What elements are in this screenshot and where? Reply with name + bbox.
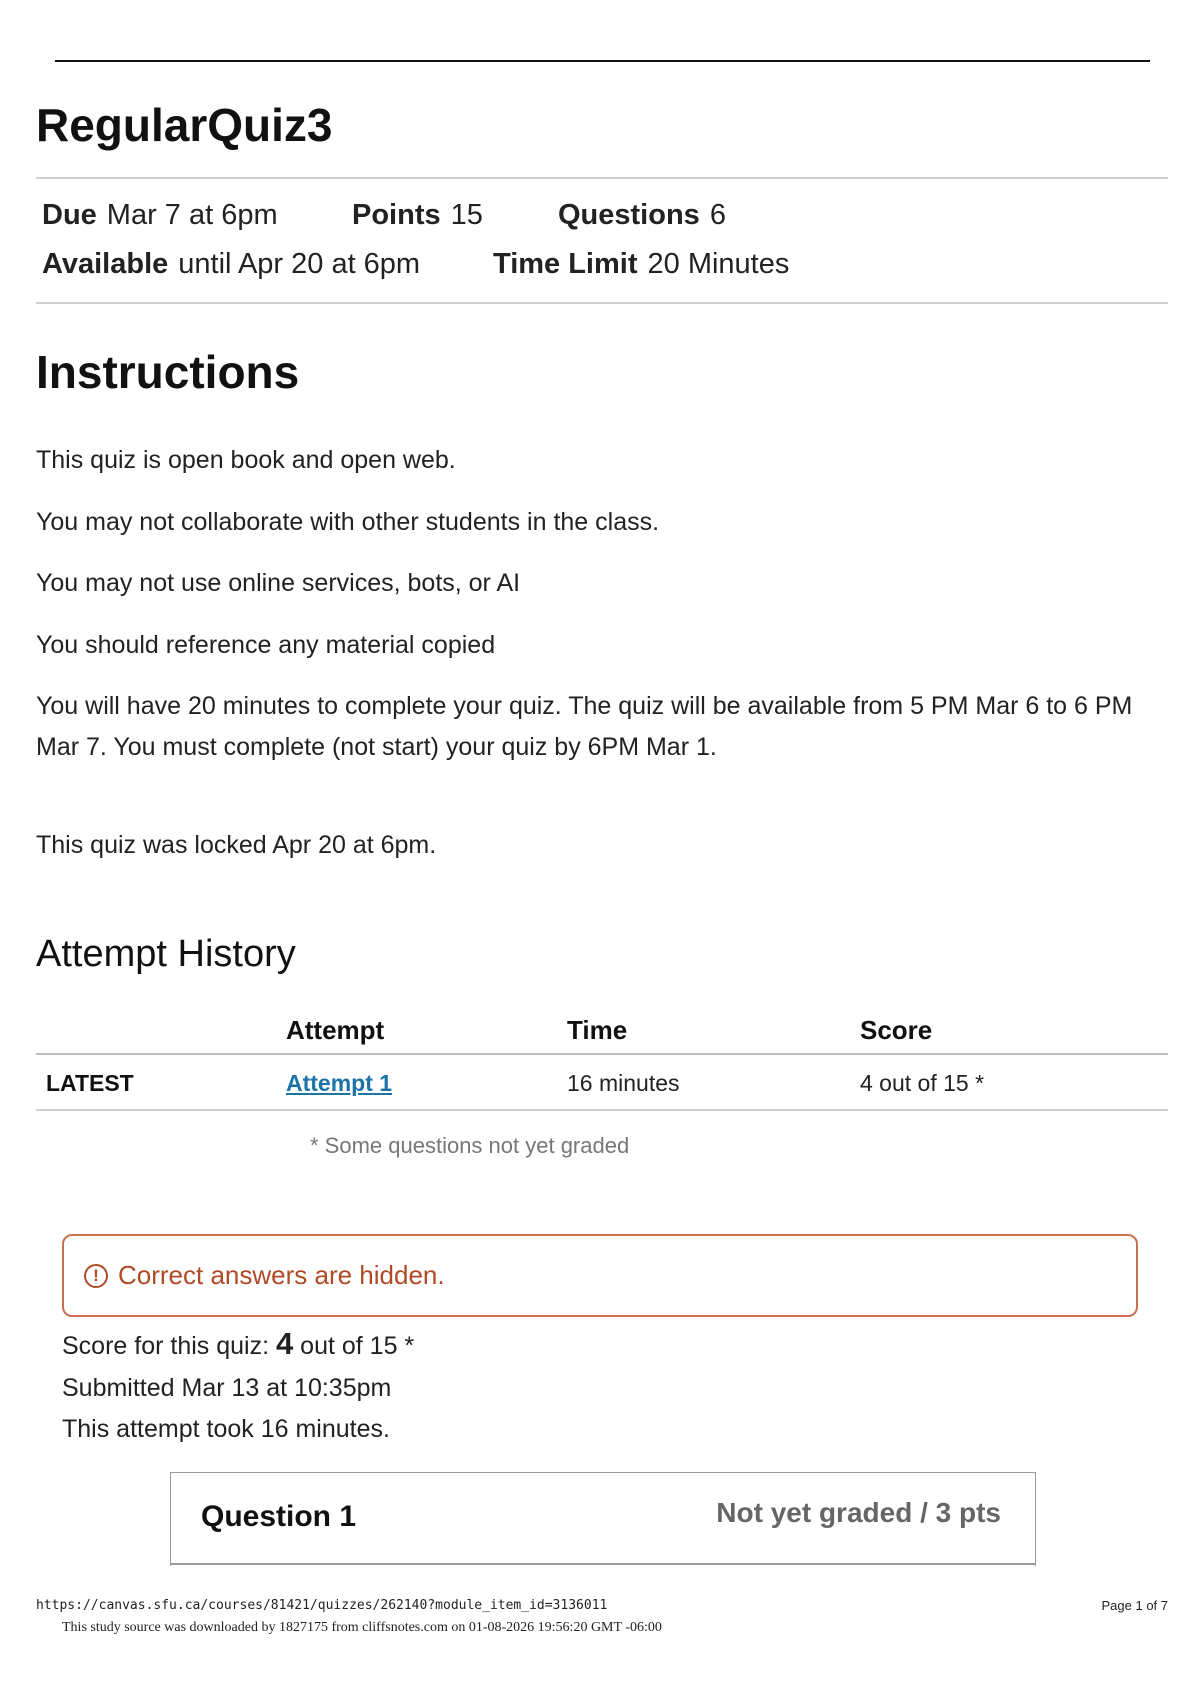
attempt-history-heading: Attempt History [36,933,296,975]
table-row-divider [36,1109,1168,1111]
questions-info [558,199,726,232]
questions-value: 6 [709,199,726,231]
attempt-duration: This attempt took 16 minutes. [62,1415,390,1443]
questions-label: Questions [558,199,700,231]
points-value: 15 [450,199,483,231]
score-suffix: out of 15 * [293,1332,415,1360]
question-title: Question 1 [201,1500,357,1533]
download-source-note: This study source was downloaded by 1827175 from cliffsnotes.com on 01-08-2026 19:56:20 GMT -06:00 [62,1620,662,1635]
table-header-divider [36,1053,1168,1055]
question-divider [170,1563,1036,1565]
points-label: Points [352,199,441,231]
instruction-line: You may not use online services, bots, or AI [36,569,521,597]
footer-url: https://canvas.sfu.ca/courses/81421/quizzes/262140?module_item_id=3136011 [36,1598,608,1613]
latest-label: LATEST [46,1070,134,1096]
column-header-score: Score [860,1015,933,1045]
due-info [42,199,278,232]
meta-divider [36,302,1168,304]
submitted-time: Submitted Mar 13 at 10:35pm [62,1374,392,1402]
instruction-paragraph: You will have 20 minutes to complete your quiz. The quiz will be available from 5 PM Mar 6 to 6 PM Mar 7. You must complete (not start) your quiz by 6PM Mar 1. [36,692,1133,761]
column-header-time: Time [567,1015,628,1045]
quiz-title: RegularQuiz3 [36,99,333,151]
header-divider [36,177,1168,179]
attempt-time: 16 minutes [567,1070,680,1096]
page-number: Page 1 of 7 [1101,1598,1168,1613]
available-value: until Apr 20 at 6pm [178,248,421,280]
available-label: Available [42,248,169,280]
alert-text: Correct answers are hidden. [118,1260,445,1290]
score-value: 4 [275,1326,294,1361]
question-points: Not yet graded / 3 pts [716,1497,1001,1528]
question-1-header [170,1472,1036,1566]
instruction-line: You may not collaborate with other students in the class. [36,508,660,536]
due-value: Mar 7 at 6pm [106,199,278,231]
time-limit-value: 20 Minutes [647,248,790,280]
column-header-attempt: Attempt [286,1015,385,1045]
score-prefix: Score for this quiz: [62,1332,276,1360]
points-info [352,199,483,232]
instruction-line: You should reference any material copied [36,631,496,659]
attempt-score: 4 out of 15 * [860,1070,985,1096]
correct-answers-hidden-alert [62,1234,1138,1317]
exclamation-circle-icon: ! [84,1264,108,1288]
ungraded-note: * Some questions not yet graded [310,1133,630,1158]
instructions-heading: Instructions [36,346,300,398]
time-limit-label: Time Limit [493,248,638,280]
attempt-1-link[interactable]: Attempt 1 [286,1070,393,1096]
instruction-line: This quiz is open book and open web. [36,446,456,474]
time-limit-info [493,248,789,281]
top-divider [55,60,1150,62]
due-label: Due [42,199,97,231]
quiz-score [62,1326,414,1362]
available-info [42,248,420,281]
locked-notice: This quiz was locked Apr 20 at 6pm. [36,831,437,859]
